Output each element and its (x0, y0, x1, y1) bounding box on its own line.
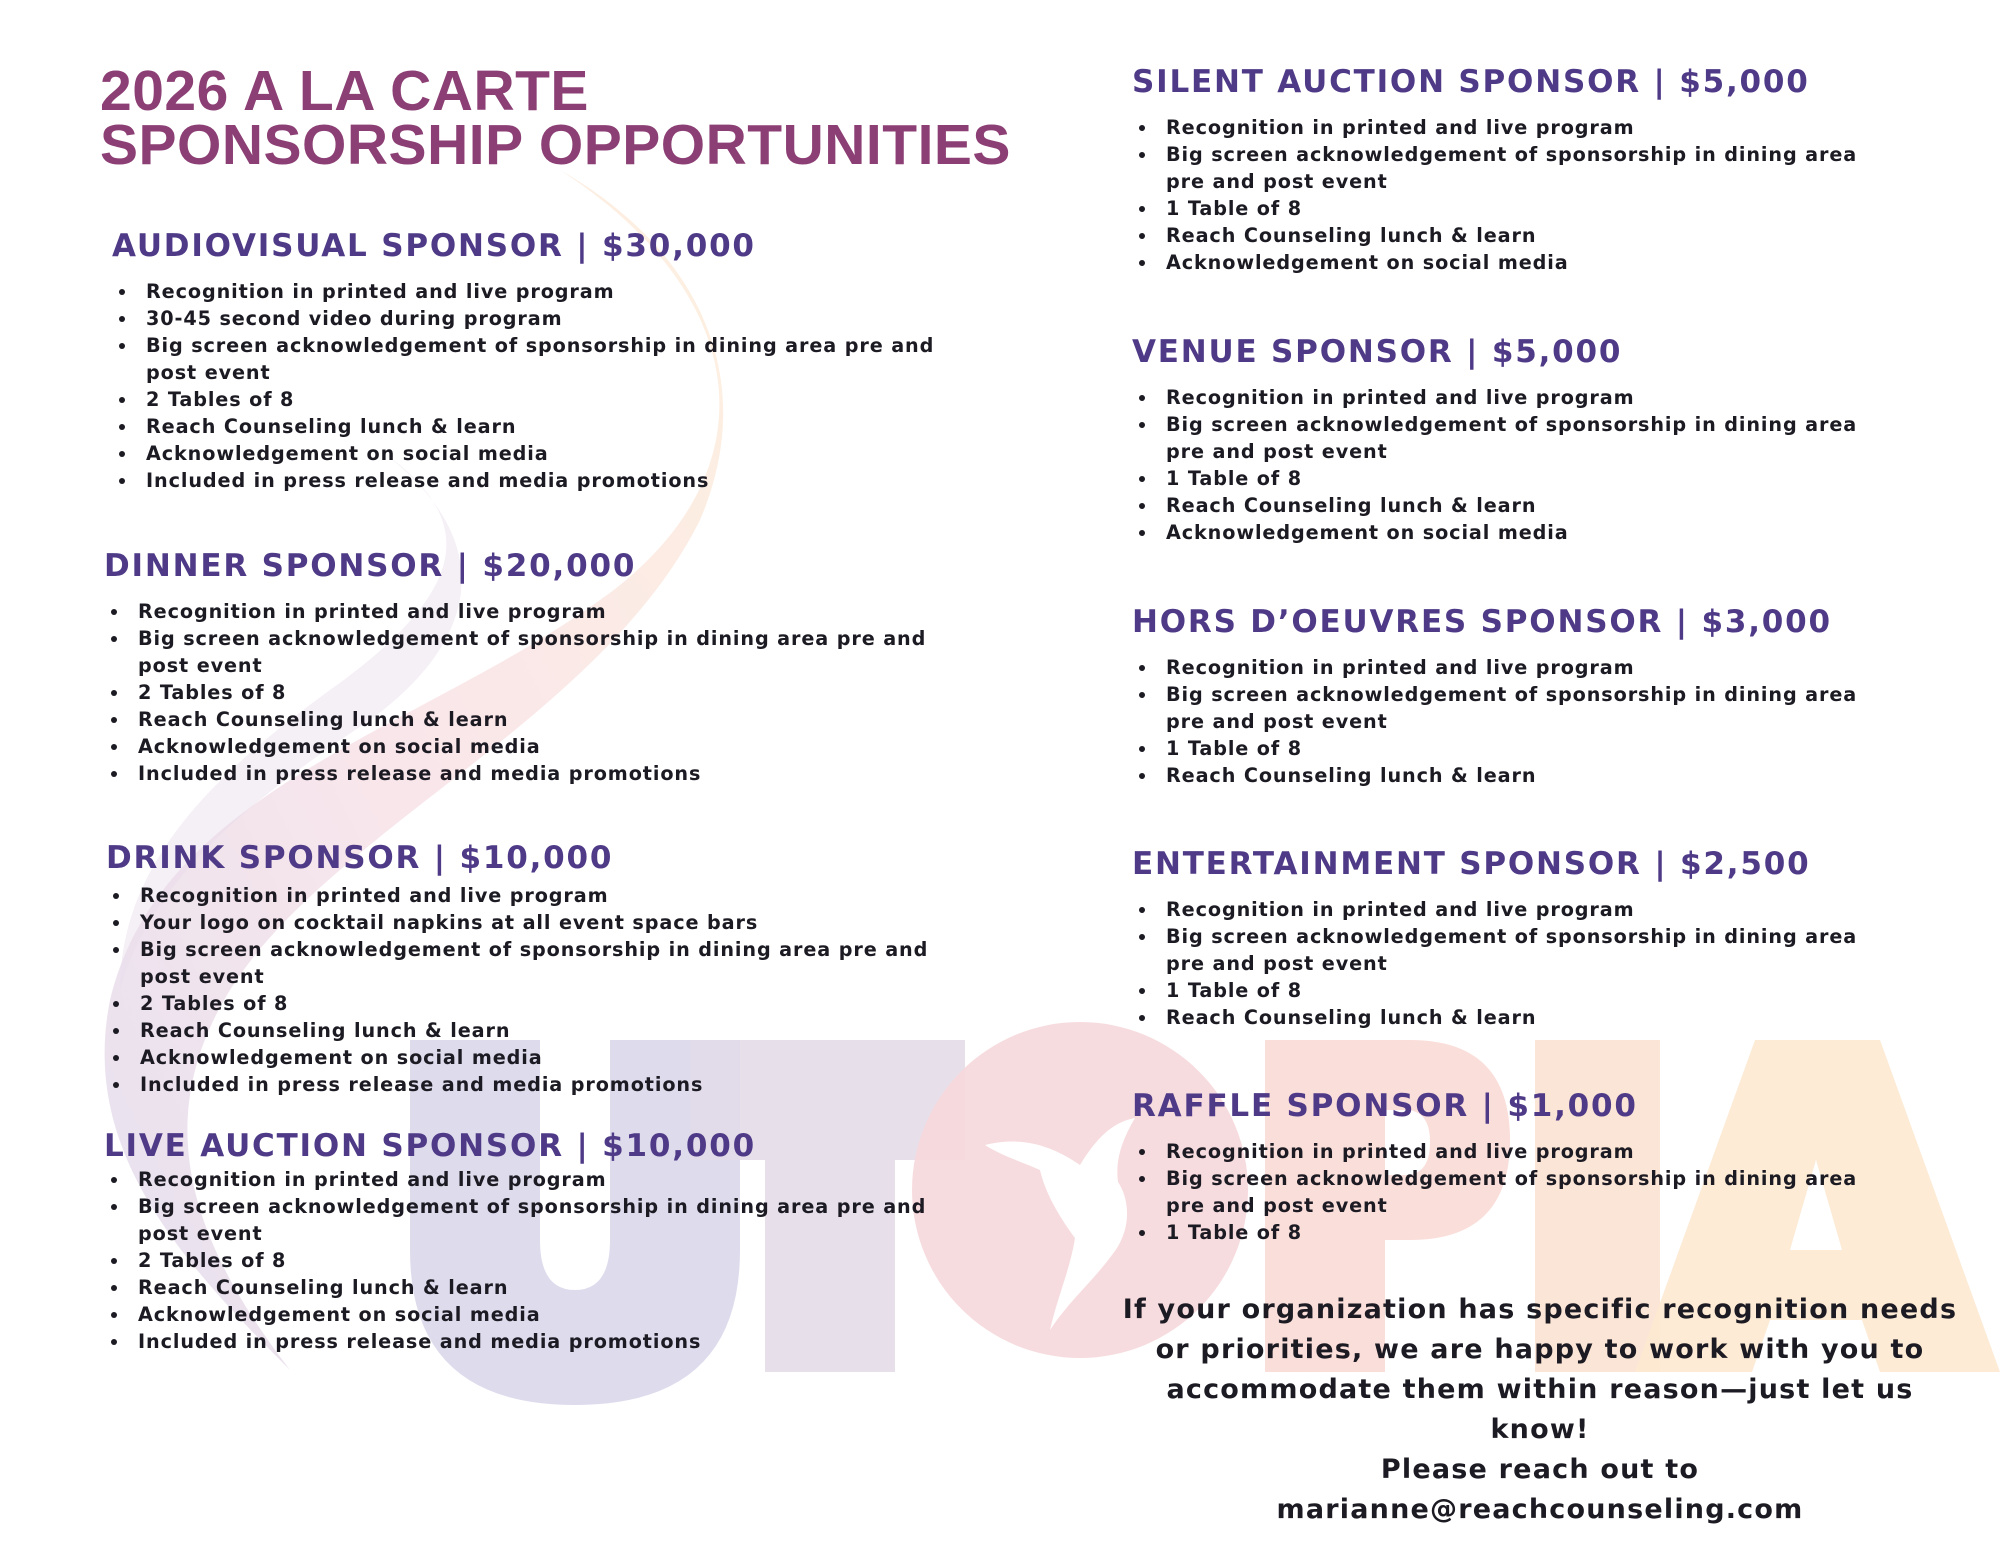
contact-note-line: accommodate them within reason—just let us know! (1166, 1374, 1914, 1445)
sponsor-section-audiovisual (112, 226, 972, 494)
benefit-item: Acknowledgement on social media (104, 733, 964, 760)
benefit-item: Big screen acknowledgement of sponsorship in dining area pre and post event (104, 1193, 964, 1247)
benefit-list (1132, 114, 1892, 276)
sponsor-heading: AUDIOVISUAL SPONSOR | $30,000 (112, 228, 756, 264)
benefit-item: 2 Tables of 8 (104, 1247, 964, 1274)
benefit-list (1132, 896, 1892, 1031)
contact-note-line: If your organization has specific recognition needs (1122, 1294, 1958, 1325)
benefit-item: Recognition in printed and live program (1132, 654, 1892, 681)
benefit-item: Your logo on cocktail napkins at all event space bars (106, 909, 966, 936)
contact-email-line: Please reach out to marianne@reachcounseling.com (1276, 1454, 1804, 1525)
benefit-item: Recognition in printed and live program (1132, 896, 1892, 923)
benefit-item: Reach Counseling lunch & learn (112, 413, 972, 440)
benefit-item: Big screen acknowledgement of sponsorship in dining area pre and post event (1132, 141, 1892, 195)
benefit-item: Acknowledgement on social media (1132, 249, 1892, 276)
contact-note (1120, 1290, 1960, 1530)
benefit-list (1132, 384, 1892, 546)
benefit-item: Acknowledgement on social media (1132, 519, 1892, 546)
benefit-item: Recognition in printed and live program (106, 882, 966, 909)
benefit-item: 2 Tables of 8 (106, 990, 966, 1017)
benefit-item: Recognition in printed and live program (104, 1166, 964, 1193)
benefit-item: Recognition in printed and live program (104, 598, 964, 625)
benefit-list (1132, 654, 1892, 789)
benefit-item: Recognition in printed and live program (1132, 114, 1892, 141)
benefit-item: Included in press release and media promotions (112, 467, 972, 494)
benefit-item: Big screen acknowledgement of sponsorship in dining area pre and post event (1132, 681, 1892, 735)
sponsor-section-venue (1132, 332, 1892, 546)
benefit-item: Included in press release and media promotions (106, 1071, 966, 1098)
sponsor-heading: RAFFLE SPONSOR | $1,000 (1132, 1088, 1638, 1124)
sponsor-heading: DRINK SPONSOR | $10,000 (106, 840, 614, 876)
sponsor-heading: LIVE AUCTION SPONSOR | $10,000 (104, 1128, 756, 1164)
benefit-item: Big screen acknowledgement of sponsorship in dining area pre and post event (106, 936, 966, 990)
sponsor-section-entertainment (1132, 844, 1892, 1031)
benefit-item: Reach Counseling lunch & learn (106, 1017, 966, 1044)
benefit-item: Recognition in printed and live program (112, 278, 972, 305)
sponsor-heading: SILENT AUCTION SPONSOR | $5,000 (1132, 64, 1810, 100)
benefit-item: Included in press release and media promotions (104, 1328, 964, 1355)
benefit-item: 1 Table of 8 (1132, 465, 1892, 492)
benefit-item: Recognition in printed and live program (1132, 1138, 1892, 1165)
benefit-item: Reach Counseling lunch & learn (1132, 762, 1892, 789)
benefit-item: Recognition in printed and live program (1132, 384, 1892, 411)
benefit-item: Reach Counseling lunch & learn (1132, 1004, 1892, 1031)
benefit-item: Big screen acknowledgement of sponsorship in dining area pre and post event (1132, 923, 1892, 977)
benefit-item: Acknowledgement on social media (104, 1301, 964, 1328)
page-title-line-1: 2026 A LA CARTE (100, 59, 589, 123)
benefit-list (1132, 1138, 1892, 1246)
benefit-item: 1 Table of 8 (1132, 977, 1892, 1004)
benefit-item: Big screen acknowledgement of sponsorship in dining area pre and post event (1132, 1165, 1892, 1219)
sponsor-section-raffle (1132, 1086, 1892, 1246)
benefit-item: Big screen acknowledgement of sponsorship in dining area pre and post event (1132, 411, 1892, 465)
benefit-item: 2 Tables of 8 (104, 679, 964, 706)
benefit-item: Included in press release and media promotions (104, 760, 964, 787)
sponsor-section-silent-auction (1132, 62, 1892, 276)
sponsor-heading: HORS D’OEUVRES SPONSOR | $3,000 (1132, 604, 1832, 640)
sponsor-heading: DINNER SPONSOR | $20,000 (104, 548, 637, 584)
benefit-item: 1 Table of 8 (1132, 1219, 1892, 1246)
sponsor-section-hors-doeuvres (1132, 602, 1892, 789)
page-title-line-2: SPONSORSHIP OPPORTUNITIES (100, 113, 1011, 177)
benefit-item: 30-45 second video during program (112, 305, 972, 332)
benefit-item: Reach Counseling lunch & learn (1132, 492, 1892, 519)
benefit-item: 1 Table of 8 (1132, 195, 1892, 222)
benefit-item: Big screen acknowledgement of sponsorship in dining area pre and post event (104, 625, 964, 679)
sponsor-section-live-auction (104, 1126, 964, 1355)
sponsor-heading: ENTERTAINMENT SPONSOR | $2,500 (1132, 846, 1811, 882)
benefit-item: 2 Tables of 8 (112, 386, 972, 413)
benefit-item: Acknowledgement on social media (112, 440, 972, 467)
benefit-item: Acknowledgement on social media (106, 1044, 966, 1071)
page-title (100, 59, 1011, 177)
benefit-item: Big screen acknowledgement of sponsorship in dining area pre and post event (112, 332, 972, 386)
benefit-item: Reach Counseling lunch & learn (1132, 222, 1892, 249)
benefit-list (112, 278, 972, 494)
contact-note-line: or priorities, we are happy to work with you to (1155, 1334, 1925, 1365)
sponsor-heading: VENUE SPONSOR | $5,000 (1132, 334, 1623, 370)
benefit-item: 1 Table of 8 (1132, 735, 1892, 762)
benefit-list (106, 882, 966, 1098)
benefit-list (104, 598, 964, 787)
benefit-list (104, 1166, 964, 1355)
benefit-item: Reach Counseling lunch & learn (104, 1274, 964, 1301)
sponsor-section-dinner (104, 546, 964, 787)
sponsor-section-drink (106, 838, 966, 1098)
benefit-item: Reach Counseling lunch & learn (104, 706, 964, 733)
